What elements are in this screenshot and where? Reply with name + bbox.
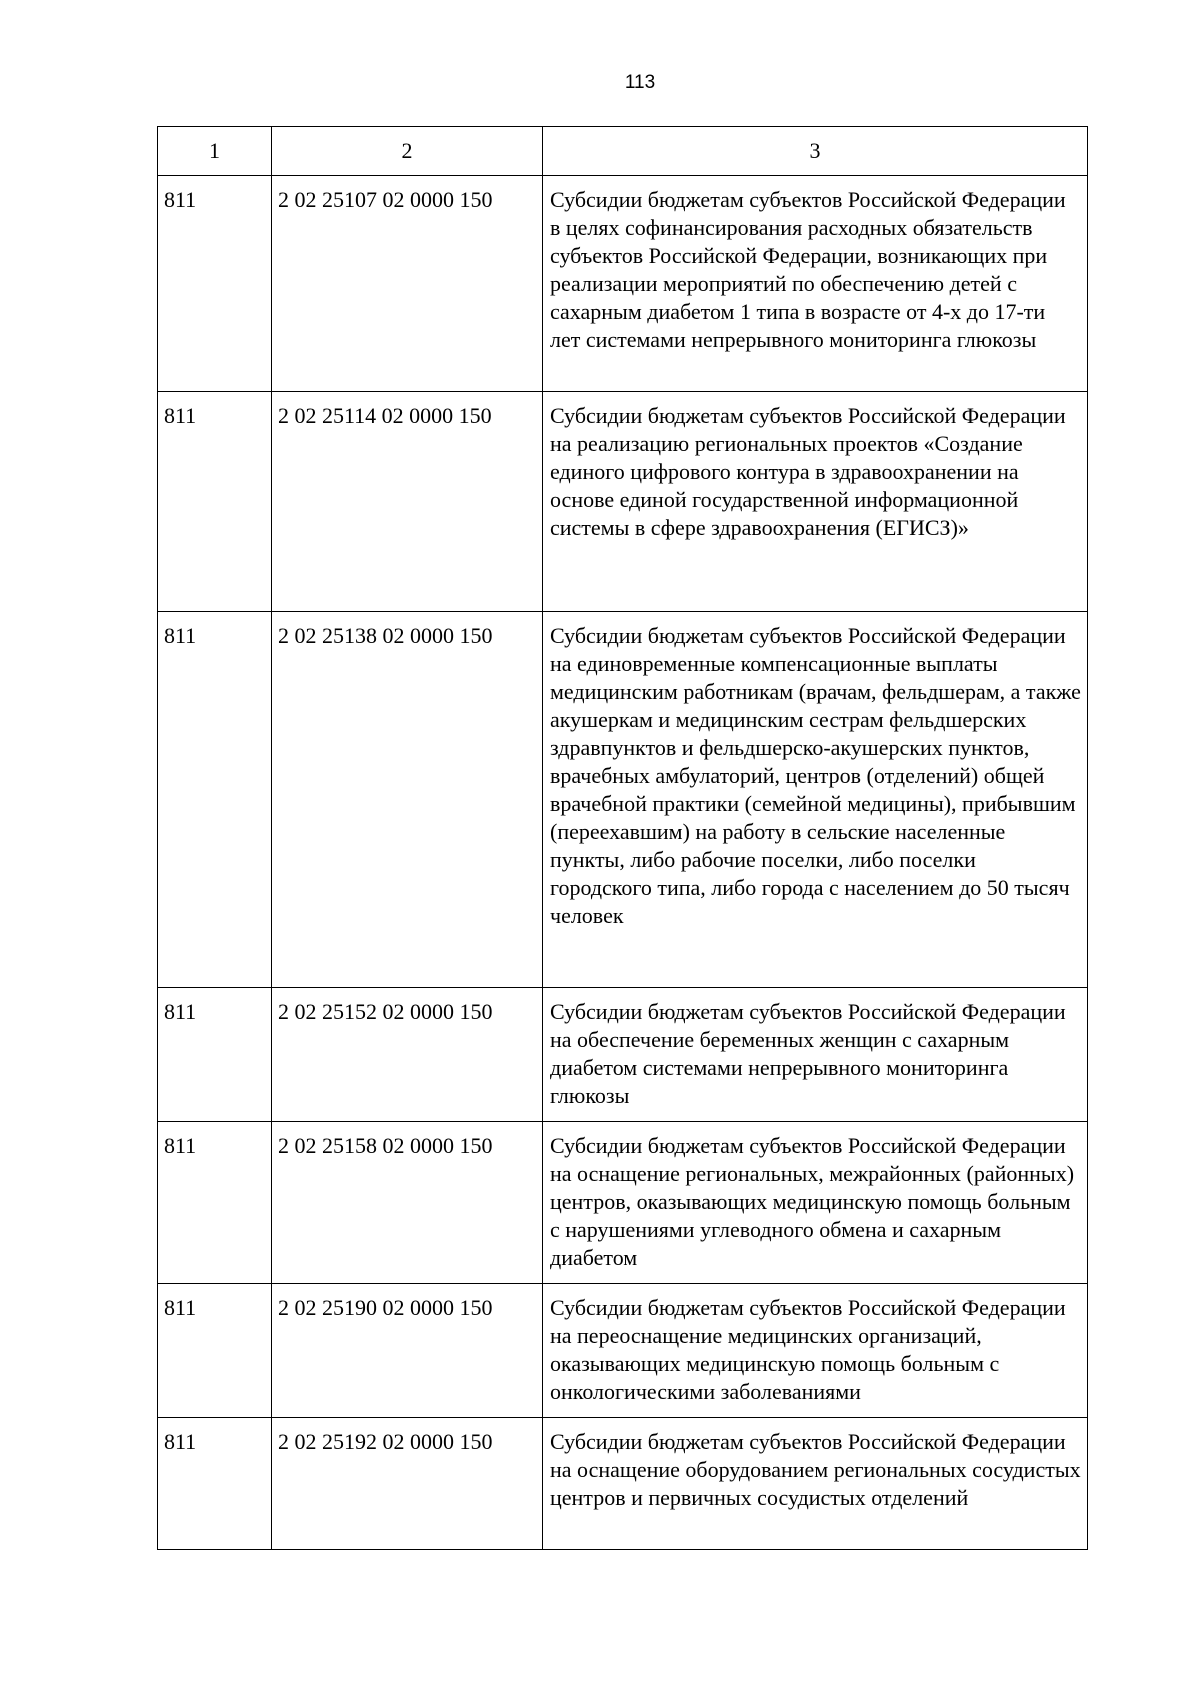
admin-code-cell: 811	[158, 988, 272, 1122]
revenue-codes-table	[157, 126, 1088, 1550]
budget-code-cell: 2 02 25114 02 0000 150	[272, 392, 543, 612]
description-cell: Субсидии бюджетам субъектов Российской Федерации на переоснащение медицинских организаций, оказывающих медицинскую помощь больным с онкологическими заболеваниями	[543, 1284, 1088, 1418]
table-row	[158, 392, 1088, 612]
admin-code-cell: 811	[158, 392, 272, 612]
admin-code-cell: 811	[158, 1418, 272, 1550]
description-cell: Субсидии бюджетам субъектов Российской Федерации в целях софинансирования расходных обязательств субъектов Российской Федерации, возникающих при реализации мероприятий по обеспечению детей с сахарным диабетом 1 типа в возрасте от 4-х до 17-ти лет системами непрерывного мониторинга глюкозы	[543, 176, 1088, 392]
table-row	[158, 1418, 1088, 1550]
admin-code-cell: 811	[158, 176, 272, 392]
budget-code-cell: 2 02 25192 02 0000 150	[272, 1418, 543, 1550]
description-cell: Субсидии бюджетам субъектов Российской Федерации на обеспечение беременных женщин с сахарным диабетом системами непрерывного мониторинга глюкозы	[543, 988, 1088, 1122]
table-row	[158, 612, 1088, 988]
budget-code-cell: 2 02 25190 02 0000 150	[272, 1284, 543, 1418]
budget-code-cell: 2 02 25158 02 0000 150	[272, 1122, 543, 1284]
table-row	[158, 1284, 1088, 1418]
table-header-row	[158, 127, 1088, 176]
page-number: 113	[624, 72, 656, 93]
admin-code-cell: 811	[158, 1122, 272, 1284]
budget-code-cell: 2 02 25152 02 0000 150	[272, 988, 543, 1122]
table-row	[158, 1122, 1088, 1284]
description-cell: Субсидии бюджетам субъектов Российской Федерации на реализацию региональных проектов «Создание единого цифрового контура в здравоохранении на основе единой государственной информационной системы в сфере здравоохранения (ЕГИСЗ)»	[543, 392, 1088, 612]
column-header-2: 2	[272, 127, 543, 176]
table-row	[158, 176, 1088, 392]
admin-code-cell: 811	[158, 1284, 272, 1418]
column-header-1: 1	[158, 127, 272, 176]
budget-code-cell: 2 02 25138 02 0000 150	[272, 612, 543, 988]
budget-code-cell: 2 02 25107 02 0000 150	[272, 176, 543, 392]
description-cell: Субсидии бюджетам субъектов Российской Федерации на единовременные компенсационные выплаты медицинским работникам (врачам, фельдшерам, а также акушеркам и медицинским сестрам фельдшерских здравпунктов и фельдшерско-акушерских пунктов, врачебных амбулаторий, центров (отделений) общей врачебной практики (семейной медицины), прибывшим (переехавшим) на работу в сельские населенные пункты, либо рабочие поселки, либо поселки городского типа, либо города с населением до 50 тысяч человек	[543, 612, 1088, 988]
description-cell: Субсидии бюджетам субъектов Российской Федерации на оснащение оборудованием региональных сосудистых центров и первичных сосудистых отделений	[543, 1418, 1088, 1550]
table-row	[158, 988, 1088, 1122]
admin-code-cell: 811	[158, 612, 272, 988]
column-header-3: 3	[543, 127, 1088, 176]
description-cell: Субсидии бюджетам субъектов Российской Федерации на оснащение региональных, межрайонных (районных) центров, оказывающих медицинскую помощь больным с нарушениями углеводного обмена и сахарным диабетом	[543, 1122, 1088, 1284]
